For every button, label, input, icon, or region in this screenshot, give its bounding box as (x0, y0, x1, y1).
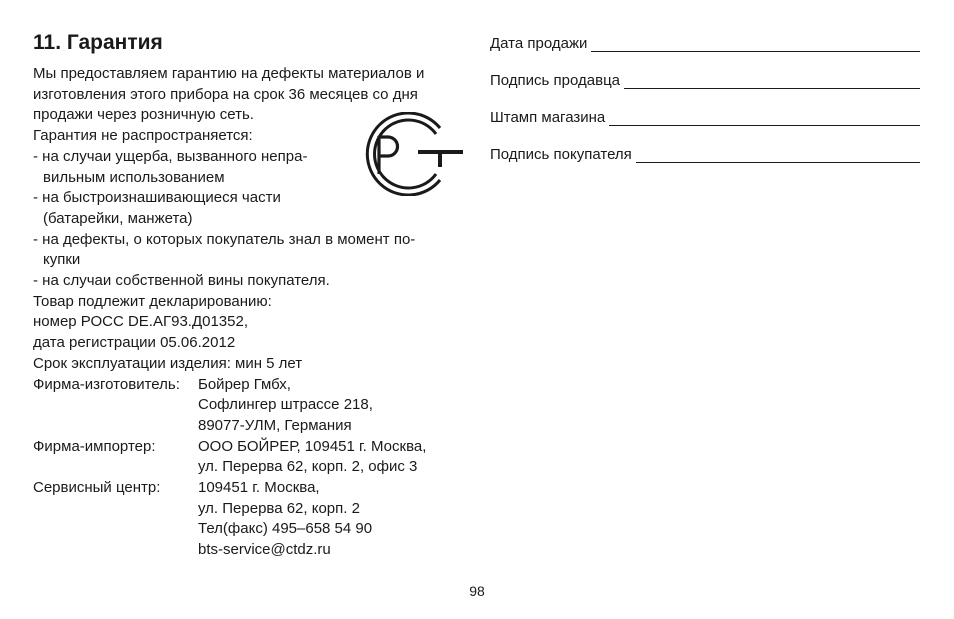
manufacturer-row (33, 375, 458, 437)
contact-line: 89077-УЛМ, Германия (198, 416, 352, 434)
contact-line: Бойрер Гмбх, (198, 375, 291, 393)
intro-line: Мы предоставляем гарантию на дефекты материалов и (33, 65, 425, 82)
contact-line: ул. Перерва 62, корп. 2 (198, 499, 360, 517)
field-label: Дата продажи (490, 35, 588, 52)
contact-line: Софлингер штрассе 218, (198, 396, 373, 414)
exclusion-line: - на дефекты, о которых покупатель знал в момент по- (33, 230, 416, 248)
buyer-signature-field (490, 141, 920, 163)
blank-line (609, 111, 920, 126)
blank-line (624, 74, 920, 89)
field-label: Штамп магазина (490, 109, 606, 126)
declaration-line: Товар подлежит декларированию: (33, 292, 272, 310)
contact-label: Фирма-импортер: (33, 437, 156, 455)
contact-line: Тел(факс) 495–658 54 90 (198, 520, 373, 538)
exclusion-line: вильным использованием (43, 168, 225, 186)
field-label: Подпись покупателя (490, 146, 632, 163)
sale-record-form (490, 30, 920, 178)
contact-line: ООО БОЙРЕР, 109451 г. Москва, (198, 437, 427, 455)
importer-row (33, 437, 458, 478)
gost-r-certification-mark-icon (356, 112, 466, 196)
declaration-line: Срок эксплуатации изделия: мин 5 лет (33, 354, 303, 372)
contact-values (198, 437, 458, 478)
intro-line: продажи через розничную сеть. (33, 106, 254, 124)
exclusion-item (33, 271, 458, 292)
contact-line: ул. Перерва 62, корп. 2, офис 3 (198, 458, 418, 476)
exclusion-item (33, 230, 458, 271)
contact-line: bts-service@ctdz.ru (198, 541, 331, 559)
field-label: Подпись продавца (490, 72, 621, 89)
declaration-block (33, 292, 458, 375)
exclusion-line: - на случаи собственной вины покупателя. (33, 272, 330, 290)
exclusion-line: (батарейки, манжета) (43, 209, 193, 227)
warranty-section (33, 30, 458, 561)
declaration-line: номер РОСС DE.АГ93.Д01352, (33, 313, 248, 331)
store-stamp-field (490, 104, 920, 126)
exclusion-line: - на быстроизнашивающиеся части (33, 189, 281, 207)
contact-line: 109451 г. Москва, (198, 479, 320, 497)
contact-label: Сервисный центр: (33, 479, 161, 497)
exclusions-title: Гарантия не распространяется: (33, 127, 253, 145)
section-title: 11. Гарантия (33, 31, 163, 54)
blank-line (636, 148, 920, 163)
sale-date-field (490, 30, 920, 52)
blank-line (591, 37, 920, 52)
exclusion-line: - на случаи ущерба, вызванного непра- (33, 147, 308, 165)
contacts-block (33, 375, 458, 561)
contact-label: Фирма-изготовитель: (33, 375, 180, 393)
contact-values (198, 375, 458, 437)
service-center-row (33, 478, 458, 561)
exclusion-line: купки (43, 251, 81, 269)
intro-line: изготовления этого прибора на срок 36 месяцев со дня (33, 85, 418, 103)
seller-signature-field (490, 67, 920, 89)
contact-values (198, 478, 458, 561)
page-number: 98 (469, 583, 485, 599)
declaration-line: дата регистрации 05.06.2012 (33, 334, 236, 352)
